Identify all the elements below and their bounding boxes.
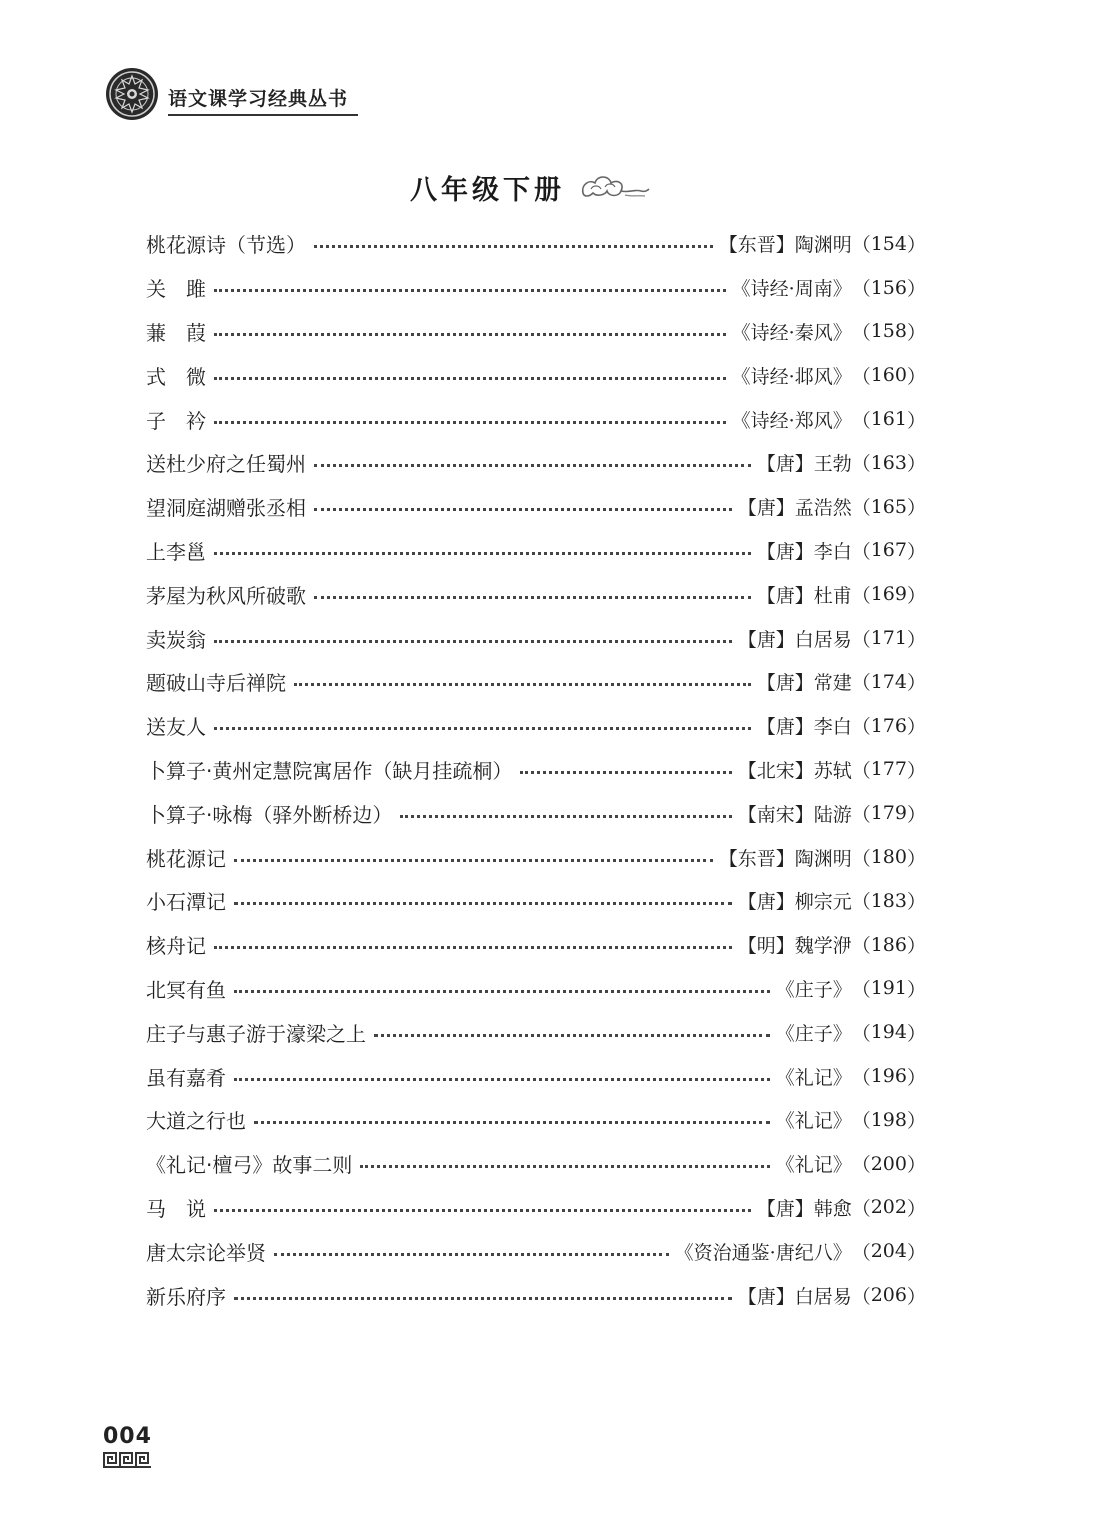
- toc-entry-title: 桃花源记: [146, 846, 226, 871]
- toc-entry-source: 【唐】孟浩然: [737, 497, 852, 520]
- toc-entry-page: 161: [870, 408, 907, 431]
- toc-entry-title: 唐太宗论举贤: [146, 1240, 266, 1265]
- page-paren-close: ）: [906, 1241, 926, 1264]
- toc-entry-title: 桃花源诗（节选）: [146, 233, 306, 258]
- page-paren-open: （: [851, 1022, 871, 1045]
- series-title: 语文课学习经典丛书: [168, 84, 358, 116]
- toc-entry-page: 171: [870, 627, 907, 650]
- auspicious-cloud-icon: [579, 171, 651, 205]
- toc-entry-title: 北冥有鱼: [146, 977, 226, 1002]
- meander-fret-icon: [103, 1452, 151, 1468]
- toc-entry-page: 167: [870, 539, 907, 562]
- toc-entry-page: 194: [870, 1021, 907, 1044]
- dot-leader: [214, 1209, 751, 1212]
- page-paren-close: ）: [906, 847, 926, 870]
- toc-entry-source: 【明】魏学洢: [737, 935, 852, 958]
- page-paren-close: ）: [906, 278, 926, 301]
- table-of-contents: [146, 222, 926, 1317]
- toc-entry: [146, 1098, 926, 1142]
- dot-leader: [214, 640, 732, 643]
- toc-entry: [146, 1186, 926, 1230]
- ornamental-medallion-icon: [104, 66, 160, 122]
- toc-entry: [146, 1010, 926, 1054]
- toc-entry-title: 望洞庭湖赠张丞相: [146, 496, 306, 521]
- toc-entry-source: 《礼记》: [775, 1110, 852, 1133]
- toc-entry-source: 【东晋】陶渊明: [718, 234, 852, 257]
- toc-entry-page: 198: [870, 1108, 907, 1131]
- dot-leader: [314, 245, 713, 248]
- page-paren-open: （: [851, 278, 871, 301]
- toc-entry: [146, 441, 926, 485]
- toc-entry-title: 大道之行也: [146, 1109, 246, 1134]
- toc-entry: [146, 353, 926, 397]
- page-paren-open: （: [851, 453, 871, 476]
- page-paren-close: ）: [906, 672, 926, 695]
- toc-entry-page: 165: [870, 495, 907, 518]
- dot-leader: [234, 1078, 770, 1081]
- page-paren-open: （: [851, 409, 871, 432]
- toc-entry-source: 《庄子》: [775, 978, 852, 1001]
- page-paren-open: （: [851, 891, 871, 914]
- dot-leader: [214, 421, 726, 424]
- toc-entry: [146, 660, 926, 704]
- page-paren-close: ）: [906, 1110, 926, 1133]
- page-paren-open: （: [851, 847, 871, 870]
- page-header: [104, 66, 358, 122]
- toc-entry-source: 【唐】白居易: [737, 1285, 852, 1308]
- page-paren-close: ）: [906, 1066, 926, 1089]
- toc-entry-title: 子 衿: [146, 408, 206, 433]
- toc-entry-title: 卜算子·黄州定慧院寓居作（缺月挂疏桐）: [146, 758, 513, 783]
- page-paren-close: ）: [906, 628, 926, 651]
- page-paren-close: ）: [906, 935, 926, 958]
- toc-entry: [146, 397, 926, 441]
- toc-entry-source: 【唐】王勃: [756, 453, 852, 476]
- toc-entry-source: 【南宋】陆游: [737, 803, 852, 826]
- toc-entry: [146, 835, 926, 879]
- page-footer: [103, 1424, 152, 1468]
- dot-leader: [274, 1253, 669, 1256]
- toc-entry-page: 156: [870, 276, 907, 299]
- toc-entry-page: 163: [870, 451, 907, 474]
- toc-entry: [146, 967, 926, 1011]
- toc-entry-source: 【唐】李白: [756, 540, 852, 563]
- toc-entry: [146, 1273, 926, 1317]
- toc-entry-source: 【唐】柳宗元: [737, 891, 852, 914]
- toc-entry-source: 【唐】常建: [756, 672, 852, 695]
- page-paren-open: （: [851, 1110, 871, 1133]
- toc-entry-title: 核舟记: [146, 934, 206, 959]
- page-paren-close: ）: [906, 803, 926, 826]
- page-paren-open: （: [851, 978, 871, 1001]
- page-paren-open: （: [851, 497, 871, 520]
- page-paren-close: ）: [906, 759, 926, 782]
- toc-entry-source: 《礼记》: [775, 1154, 852, 1177]
- dot-leader: [234, 1297, 732, 1300]
- toc-entry: [146, 1229, 926, 1273]
- toc-entry-page: 180: [870, 846, 907, 869]
- page-paren-close: ）: [906, 234, 926, 257]
- toc-entry: [146, 572, 926, 616]
- dot-leader: [314, 464, 751, 467]
- toc-entry-page: 200: [870, 1152, 907, 1175]
- toc-entry-page: 196: [870, 1065, 907, 1088]
- page-number: 004: [103, 1424, 152, 1449]
- toc-entry-title: 茅屋为秋风所破歌: [146, 583, 306, 608]
- toc-entry-source: 《庄子》: [775, 1022, 852, 1045]
- section-heading: [410, 168, 651, 207]
- toc-entry-page: 158: [870, 320, 907, 343]
- toc-entry-source: 《礼记》: [775, 1066, 852, 1089]
- page-paren-close: ）: [906, 1154, 926, 1177]
- toc-entry-title: 送杜少府之任蜀州: [146, 452, 306, 477]
- toc-entry-title: 题破山寺后禅院: [146, 671, 286, 696]
- toc-entry-source: 《诗经·邶风》: [731, 365, 852, 388]
- page-paren-close: ）: [906, 365, 926, 388]
- page-paren-open: （: [851, 628, 871, 651]
- toc-entry-source: 《诗经·郑风》: [731, 409, 852, 432]
- toc-entry: [146, 1142, 926, 1186]
- toc-entry-title: 送友人: [146, 715, 206, 740]
- page-paren-close: ）: [906, 540, 926, 563]
- dot-leader: [360, 1165, 769, 1168]
- toc-entry-source: 【唐】杜甫: [756, 584, 852, 607]
- page-paren-close: ）: [906, 978, 926, 1001]
- toc-entry-title: 《礼记·檀弓》故事二则: [146, 1153, 353, 1178]
- toc-entry-source: 《资治通鉴·唐纪八》: [674, 1241, 852, 1264]
- page-paren-open: （: [851, 1285, 871, 1308]
- dot-leader: [214, 552, 751, 555]
- page-paren-open: （: [851, 584, 871, 607]
- toc-entry-page: 202: [870, 1196, 907, 1219]
- toc-entry: [146, 791, 926, 835]
- toc-entry: [146, 704, 926, 748]
- toc-entry-page: 169: [870, 583, 907, 606]
- page-paren-close: ）: [906, 584, 926, 607]
- page-paren-close: ）: [906, 1197, 926, 1220]
- toc-entry: [146, 485, 926, 529]
- toc-entry-page: 204: [870, 1240, 907, 1263]
- dot-leader: [400, 815, 731, 818]
- page-paren-close: ）: [906, 1285, 926, 1308]
- toc-entry-source: 【唐】韩愈: [756, 1197, 852, 1220]
- dot-leader: [214, 377, 726, 380]
- page-paren-close: ）: [906, 321, 926, 344]
- dot-leader: [234, 902, 732, 905]
- toc-entry-title: 蒹 葭: [146, 320, 206, 345]
- dot-leader: [294, 683, 751, 686]
- toc-entry-source: 《诗经·秦风》: [731, 321, 852, 344]
- toc-entry: [146, 616, 926, 660]
- toc-entry: [146, 529, 926, 573]
- toc-entry-title: 虽有嘉肴: [146, 1065, 226, 1090]
- dot-leader: [314, 508, 732, 511]
- section-title: 八年级下册: [410, 175, 565, 206]
- page-paren-open: （: [851, 672, 871, 695]
- toc-entry-page: 179: [870, 802, 907, 825]
- page-paren-open: （: [851, 803, 871, 826]
- toc-entry: [146, 1054, 926, 1098]
- toc-entry-title: 卖炭翁: [146, 627, 206, 652]
- toc-entry-page: 183: [870, 889, 907, 912]
- page-paren-open: （: [851, 935, 871, 958]
- toc-entry-page: 191: [870, 977, 907, 1000]
- toc-entry: [146, 222, 926, 266]
- toc-entry-source: 《诗经·周南》: [731, 278, 852, 301]
- page-paren-open: （: [851, 365, 871, 388]
- toc-entry-title: 关 雎: [146, 277, 206, 302]
- toc-entry-source: 【唐】白居易: [737, 628, 852, 651]
- dot-leader: [374, 1034, 770, 1037]
- page-paren-open: （: [851, 1154, 871, 1177]
- toc-entry-page: 177: [870, 758, 907, 781]
- dot-leader: [314, 596, 751, 599]
- page-paren-close: ）: [906, 453, 926, 476]
- page-paren-open: （: [851, 321, 871, 344]
- toc-entry-source: 【东晋】陶渊明: [718, 847, 852, 870]
- toc-entry-source: 【唐】李白: [756, 716, 852, 739]
- toc-entry-page: 160: [870, 364, 907, 387]
- dot-leader: [234, 990, 770, 993]
- toc-entry-page: 186: [870, 933, 907, 956]
- page-paren-close: ）: [906, 497, 926, 520]
- toc-entry-title: 卜算子·咏梅（驿外断桥边）: [146, 802, 393, 827]
- page-paren-close: ）: [906, 716, 926, 739]
- toc-entry-page: 154: [870, 232, 907, 255]
- page-paren-open: （: [851, 1241, 871, 1264]
- page-paren-open: （: [851, 540, 871, 563]
- toc-entry-title: 小石潭记: [146, 890, 226, 915]
- toc-entry: [146, 923, 926, 967]
- toc-entry-title: 庄子与惠子游于濠梁之上: [146, 1021, 366, 1046]
- dot-leader: [520, 771, 731, 774]
- toc-entry: [146, 879, 926, 923]
- page-paren-open: （: [851, 759, 871, 782]
- toc-entry-title: 新乐府序: [146, 1284, 226, 1309]
- dot-leader: [214, 333, 726, 336]
- dot-leader: [214, 727, 751, 730]
- toc-entry: [146, 266, 926, 310]
- page-paren-close: ）: [906, 891, 926, 914]
- toc-entry-title: 式 微: [146, 364, 206, 389]
- toc-entry-page: 206: [870, 1284, 907, 1307]
- page-paren-close: ）: [906, 1022, 926, 1045]
- dot-leader: [214, 289, 726, 292]
- toc-entry-page: 176: [870, 714, 907, 737]
- page-paren-open: （: [851, 234, 871, 257]
- toc-entry-title: 马 说: [146, 1196, 206, 1221]
- toc-entry-page: 174: [870, 670, 907, 693]
- dot-leader: [234, 859, 713, 862]
- toc-entry: [146, 748, 926, 792]
- page-paren-open: （: [851, 716, 871, 739]
- toc-entry-title: 上李邕: [146, 539, 206, 564]
- toc-entry: [146, 310, 926, 354]
- page-paren-open: （: [851, 1197, 871, 1220]
- page-paren-close: ）: [906, 409, 926, 432]
- page-paren-open: （: [851, 1066, 871, 1089]
- dot-leader: [214, 946, 732, 949]
- toc-entry-source: 【北宋】苏轼: [737, 759, 852, 782]
- dot-leader: [254, 1121, 770, 1124]
